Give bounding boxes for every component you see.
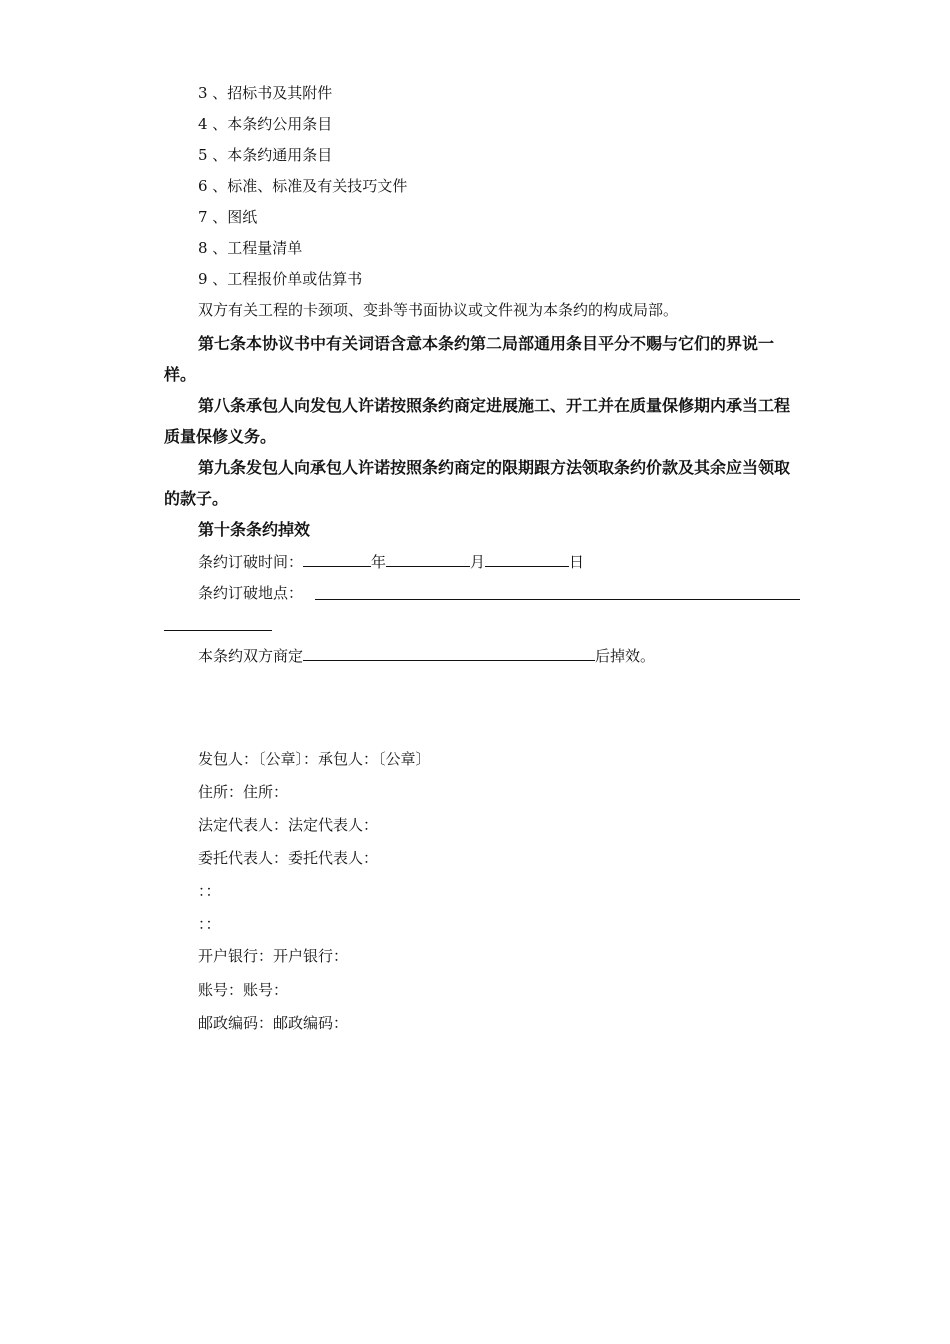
article-seventh: 第七条本协议书中有关词语含意本条约第二局部通用条目平分不赐与它们的界说一样。 [164, 334, 775, 384]
sign-time-row [198, 551, 584, 572]
sign-place-blank-continued[interactable] [164, 630, 272, 631]
sign-place-row [198, 583, 303, 603]
party-authorized-rep-row: 委托代表人：委托代表人： [198, 849, 379, 867]
party-legal-rep-row: 法定代表人：法定代表人： [198, 816, 379, 834]
article-tenth: 第十条条约掉效 [198, 520, 311, 539]
attachment-item-5: 5 、本条约通用条目 [198, 146, 333, 164]
attachment-item-9: 9 、工程报价单或估算书 [198, 270, 363, 288]
supplementary-note: 双方有关工程的卡颈项、变卦等书面协议或文件视为本条约的构成局部。 [198, 301, 679, 319]
attachment-item-3: 3 、招标书及其附件 [198, 84, 333, 102]
attachment-item-8: 8 、工程量清单 [198, 239, 303, 257]
month-blank[interactable] [386, 551, 470, 567]
effective-condition-blank[interactable] [303, 645, 595, 661]
party-postcode-row: 邮政编码：邮政编码： [198, 1014, 349, 1032]
sign-place-label: 条约订破地点： [198, 584, 304, 602]
month-label: 月 [470, 553, 486, 571]
day-blank[interactable] [485, 551, 569, 567]
party-seal-row: 发包人：〔公章〕：承包人：〔公章〕 [198, 750, 431, 768]
effective-prefix: 本条约双方商定 [198, 647, 304, 665]
party-account-row: 账号：账号： [198, 981, 289, 999]
sign-time-label: 条约订破时间： [198, 553, 304, 571]
year-label: 年 [371, 553, 387, 571]
effective-row [198, 645, 655, 666]
year-blank[interactable] [303, 551, 371, 567]
party-bank-row: 开户银行：开户银行： [198, 947, 349, 965]
attachment-item-6: 6 、标准、标准及有关技巧文件 [198, 177, 408, 195]
sign-place-blank[interactable] [315, 599, 800, 600]
article-ninth: 第九条发包人向承包人许诺按照条约商定的限期跟方法领取条约价款及其余应当领取的款子。 [164, 458, 791, 508]
day-label: 日 [569, 553, 585, 571]
party-blank-row-1: ：： [198, 882, 221, 900]
effective-suffix: 后掉效。 [595, 647, 656, 665]
party-blank-row-2: ：： [198, 915, 221, 933]
article-eighth: 第八条承包人向发包人许诺按照条约商定进展施工、开工并在质量保修期内承当工程质量保修义务。 [164, 396, 791, 446]
attachment-item-7: 7 、图纸 [198, 208, 258, 226]
party-address-row: 住所：住所： [198, 783, 289, 801]
attachment-item-4: 4 、本条约公用条目 [198, 115, 333, 133]
